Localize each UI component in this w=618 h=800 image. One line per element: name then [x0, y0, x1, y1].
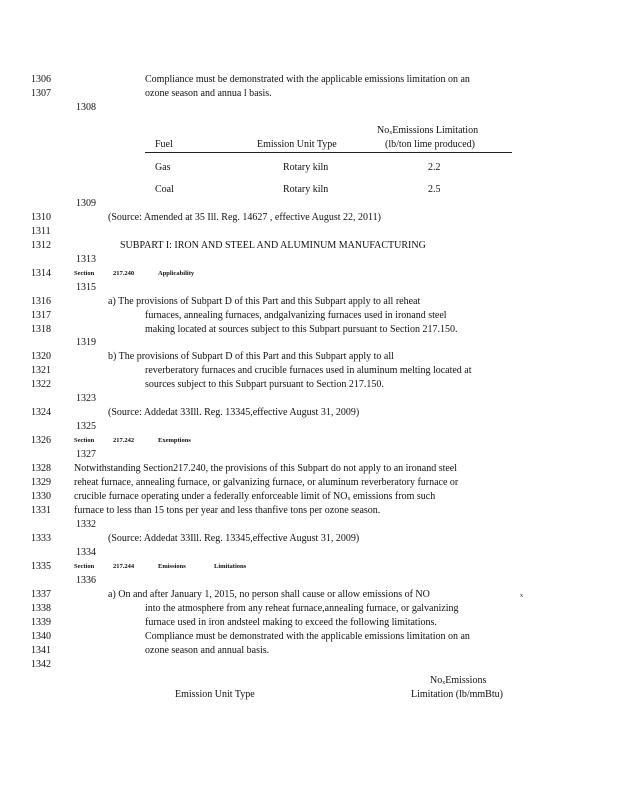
line-number: 1316	[31, 296, 51, 307]
table-header: Emission Unit Type	[257, 139, 337, 150]
line-number: 1341	[31, 645, 51, 656]
line-number: 1311	[31, 226, 51, 237]
line-number: 1308	[76, 102, 96, 113]
table-header: Limitation (lb/mmBtu)	[411, 689, 503, 700]
section-number: 217.244	[113, 563, 135, 570]
line-number: 1315	[76, 282, 96, 293]
line-number: 1325	[76, 421, 96, 432]
line-number: 1334	[76, 547, 96, 558]
section-title: Limitations	[214, 563, 247, 570]
line-number: 1313	[76, 254, 96, 265]
line-number: 1329	[31, 477, 51, 488]
body-line: b) The provisions of Subpart D of this Part and this Subpart apply to all	[108, 351, 394, 362]
table-cell: 2.5	[428, 184, 441, 195]
line-number: 1322	[31, 379, 51, 390]
line-number: 1339	[31, 617, 51, 628]
table-header: (lb/ton lime produced)	[385, 139, 475, 150]
line-number: 1340	[31, 631, 51, 642]
body-line: Notwithstanding Section217.240, the provisions of this Subpart do not apply to an ironand steel	[74, 463, 458, 474]
table-header: $No_xEmissions$	[430, 675, 487, 686]
line-number: 1324	[31, 407, 51, 418]
table-cell: Rotary kiln	[283, 184, 329, 195]
line-number: 1342	[31, 659, 51, 670]
body-line: a) On and after January 1, 2015, no person shall cause or allow emissions of NO	[108, 589, 430, 600]
line-number: 1314	[31, 268, 51, 279]
line-number: 1319	[76, 337, 96, 348]
table-header: Fuel	[155, 139, 173, 150]
body-line: furnace to less than 15 tons per year and less thanfive tons per ozone season.	[74, 505, 381, 516]
line-number: 1320	[31, 351, 51, 362]
section-label: Section	[74, 563, 95, 570]
body-line: furnace used in iron andsteel making to exceed the following limitations.	[145, 617, 437, 628]
line-number: 1336	[76, 575, 96, 586]
body-line: making located at sources subject to this Subpart pursuant to Section 217.150.	[145, 324, 458, 335]
line-number: 1327	[76, 449, 96, 460]
body-line: ozone season and annual basis.	[145, 645, 270, 656]
section-number: 217.240	[113, 270, 135, 277]
line-number: 1335	[31, 561, 51, 572]
table-cell: Coal	[155, 184, 174, 195]
source-note: (Source: Addedat 33Ill. Reg. 13345,effective August 31, 2009)	[108, 533, 360, 544]
line-number: 1328	[31, 463, 51, 474]
table-cell: Gas	[155, 162, 171, 173]
line-number: 1317	[31, 310, 51, 321]
line-number: 1312	[31, 240, 51, 251]
body-line: into the atmosphere from any reheat furnace,annealing furnace, or galvanizing	[145, 603, 459, 614]
section-number: 217.242	[113, 437, 135, 444]
table-cell: 2.2	[428, 162, 441, 173]
body-line: reverberatory furnaces and crucible furnaces used in aluminum melting located at	[145, 365, 472, 376]
body-line: ozone season and annua l basis.	[145, 88, 272, 99]
body-line: Compliance must be demonstrated with the applicable emissions limitation on an	[145, 74, 470, 85]
line-number: 1330	[31, 491, 51, 502]
line-number: 1318	[31, 324, 51, 335]
body-line: furnaces, annealing furnaces, andgalvanizing furnaces used in ironand steel	[145, 310, 447, 321]
line-number: 1321	[31, 365, 51, 376]
section-title: Exemptions	[158, 437, 191, 444]
line-number: 1333	[31, 533, 51, 544]
table-header: $No_xEmissions$ Limitation	[377, 125, 479, 136]
source-note: (Source: Addedat 33Ill. Reg. 13345,effective August 31, 2009)	[108, 407, 360, 418]
line-number: 1337	[31, 589, 51, 600]
body-line: Compliance must be demonstrated with the applicable emissions limitation on an	[145, 631, 470, 642]
body-line: a) The provisions of Subpart D of this Part and this Subpart apply to all reheat	[108, 296, 421, 307]
line-number: 1307	[31, 88, 51, 99]
line-number: 1326	[31, 435, 51, 446]
table-header: Emission Unit Type	[175, 689, 255, 700]
line-number: 1331	[31, 505, 51, 516]
body-line: crucible furnace operating under a federally enforceable limit of $NO_x$ emissions from such	[74, 491, 436, 502]
line-number: 1310	[31, 212, 51, 223]
table-cell: Rotary kiln	[283, 162, 329, 173]
section-label: Section	[74, 270, 95, 277]
line-number: 1306	[31, 74, 51, 85]
section-label: Section	[74, 437, 95, 444]
source-note: (Source: Amended at 35 Ill. Reg. 14627 , effective August 22, 2011)	[108, 212, 382, 223]
body-line: reheat furnace, annealing furnace, or galvanizing furnace, or aluminum reverberatory furnace or	[74, 477, 459, 488]
section-title: Emissions	[158, 563, 186, 570]
line-number: 1332	[76, 519, 96, 530]
nox-subscript: x	[520, 593, 523, 599]
subpart-heading: SUBPART I: IRON AND STEEL AND ALUMINUM MANUFACTURING	[120, 240, 426, 251]
line-number: 1338	[31, 603, 51, 614]
line-number: 1323	[76, 393, 96, 404]
line-number: 1309	[76, 198, 96, 209]
table-rule	[145, 152, 512, 153]
section-title: Applicability	[158, 270, 195, 277]
body-line: sources subject to this Subpart pursuant to Section 217.150.	[145, 379, 384, 390]
